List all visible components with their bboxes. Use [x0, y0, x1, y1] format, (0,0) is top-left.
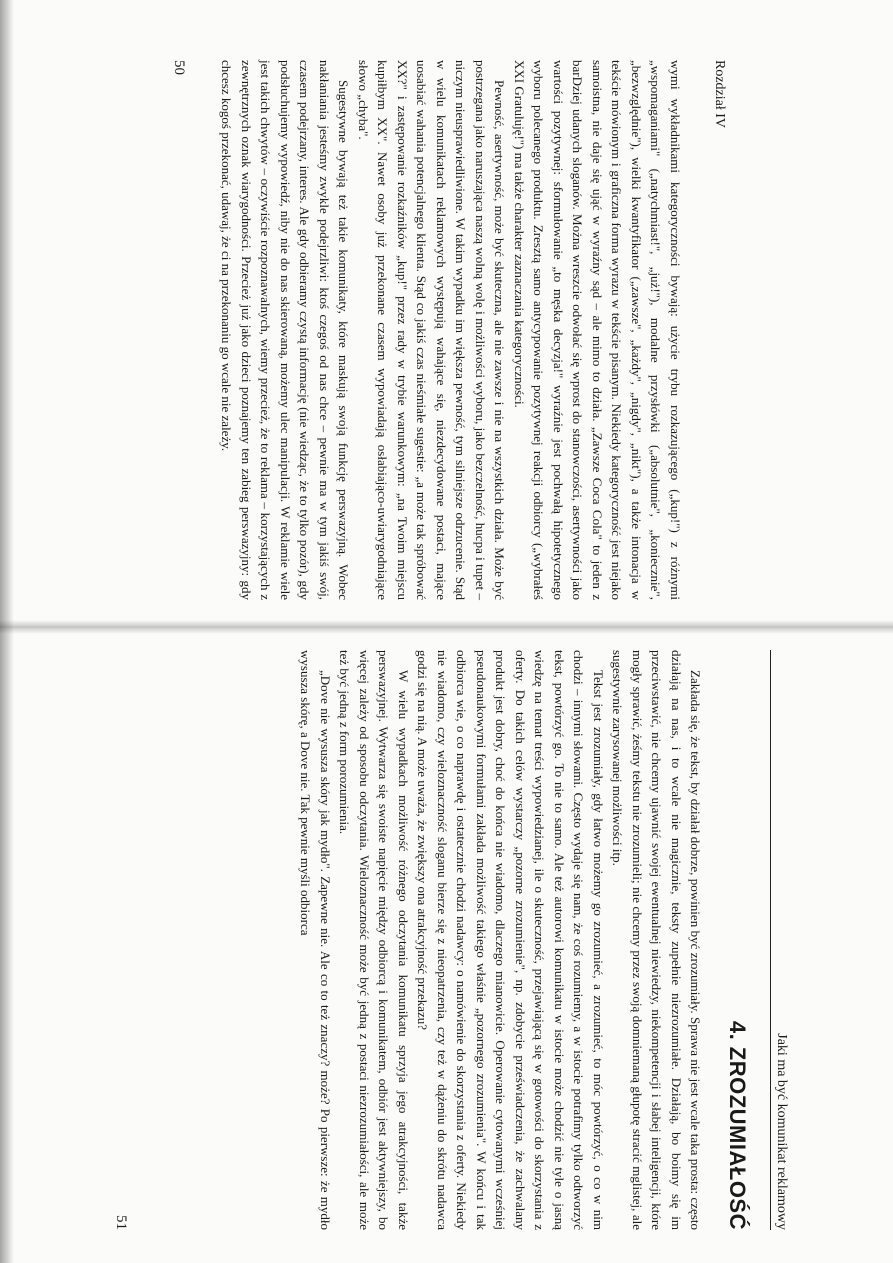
- paragraph: Zakłada się, że tekst, by działał dobrze, powinien być zrozumiały. Sprawa nie jest wcale taka prosta: często działają na nas, i to wcale nie magicznie, teksty zupełnie niezrozumiałe. Działają, bo boimy się im przeciwstawić, nie chcemy ujawnić swojej ewentualnej niewiedzy, niekompetencji i słabej inteligencji, które mogły sprawić, żeśmy tekstu nie zrozumieli; nie chcemy przez swoją domniemaną głupotę stracić mglistej, ale sugestywnie zarysowanej możliwości itp.: [610, 650, 704, 1230]
- left-page: [171, 60, 727, 600]
- paragraph: Pewność, asertywność, może być skuteczna, ale nie zawsze i nie na wszystkich działa. Może być postrzegana jako naruszająca naszą wolną wolę i możliwości wyboru, jako bezczelność, hucpa i tupet – niczym nieusprawiedliwione. W takim wypadku im większa pewność, tym silniejsze odrzucenie. Stąd w wielu komunikatach reklamowych występują wahające się, niezdecydowane postaci, mające uosabiać wahania potencjalnego klienta. Stąd co jakiś czas nieśmiałe sugestie: „a może tak spróbować XX?" i zastępowanie rozkaźników „kup!" przez rady w trybie warunkowym: „na Twoim miejscu kupiłbym XX". Nawet osoby już przekonane czasem wypowiadają osłabiająco-uwiarygodniające słowo „chyba".: [356, 60, 508, 600]
- paragraph: wymi wykładnikami kategoryczności bywają: użycie trybu rozkazującego („kup!") z różnymi „wspomaganiami" („natychmiast!", „już!"), modalne przysłówki („absolutnie", „koniecznie", „bezwzględnie"), wielki kwantyfikator („zawsze", „każdy", „nigdy", „nikt"), a także intonacja w tekście mówionym i graficzna forma wyrazu w tekście pisanym. Niekiedy kategoryczność jest niejako samoistna, nie daje się ująć w wyraźny sąd – ale mimo to działa. „Zawsze Coca Cola" to jeden z barDziej udanych sloganów. Można wreszcie odwołać się wprost do stanowczości, asertywności jako wartości pozytywnej: sformułowanie „to męska decyzja!" wyraźnie jest pochwałą hipotetycznego wyboru polecanego produktu. Zresztą samo antycypowanie pozytywnej reakcji odbiorcy („wybrałeś XXI Gratuluję!") ma także charakter zaznaczania kategoryczności.: [512, 60, 683, 600]
- running-head: Rozdział IV: [712, 60, 727, 129]
- page-number: 51: [113, 1215, 130, 1230]
- paragraph: „Dove nie wysusza skóry jak mydło". Zapewne nie. Ale co to też znaczy? może? Po pierwsze: że mydło wysusza skórę, a Dove nie. Tak pewnie myśli odbiorca: [298, 650, 333, 1230]
- chapter-title: 4. ZROZUMIAŁOŚĆ: [725, 1020, 750, 1230]
- right-page: [113, 650, 789, 1230]
- paragraph: W wielu wypadkach możliwość różnego odczytania komunikatu sprzyja jego atrakcyjności, także perswazyjnej. Wytwarza się swoiste napięcie między odbiorcą i komunikatem, odbiór jest aktywniejszy, bo więcej zależy od sposobu odczytania. Wieloznaczność może być jedną z postaci niezrozumiałości, ale może też być jedną z form porozumienia.: [337, 650, 411, 1230]
- page-number: 50: [171, 60, 188, 75]
- running-head: Jaki ma być komunikat reklamowy: [774, 1033, 789, 1230]
- paragraph: Sugestywne bywają też takie komunikaty, które maskują swoją funkcję perswazyjną. Wobec nakłaniania jesteśmy zwykle podejrzliwi: ktoś czegoś od nas chce – pewnie ma w tym jakiś swój, czasem podejrzany, interes. Ale gdy odbieramy czystą informację (nie wiedząc, że to tylko pozór), gdy podsłuchujemy wypowiedź, niby nie do nas skierowaną, możemy ulec manipulacji. W reklamie wiele jest takich chwytów – oczywiście rozpoznawalnych, wiemy przecież, że to reklama – korzystających z zewnętrznych oznak wiarygodności. Przecież już jako dzieci poznajemy ten zabieg perswazyjny: gdy chcesz kogoś przekonać, udawaj, że ci na przekonaniu go wcale nie zależy.: [219, 60, 352, 600]
- paragraph: Tekst jest zrozumiały, gdy łatwo możemy go zrozumieć, a zrozumieć, to móc powtórzyć, o co w nim chodzi – innymi słowami. Często wydaje się nam, że coś rozumiemy, a w istocie potrafimy tylko odtworzyć tekst, powtórzyć go. To nie to samo. Ale też autorowi komunikatu w istocie może chodzić nie tyle o jasną wiedzę na temat treści wypowiedzianej, ile o skuteczność, przejawiającą się w gotowości do skorzystania z oferty. Do takich celów wystarczy „pozorne zrozumienie", np. zdobycie przeświadczenia, że zachwalany produkt jest dobry, choć do końca nie wiadomo, dlaczego mianowicie. Operowanie cytowanymi wcześniej pseudonaukowymi formułami zakłada możliwość takiego właśnie „pozornego zrozumienia". W końcu i tak odbiorca wie, o co naprawdę i ostatecznie chodzi nadawcy: o namówienie do skorzystania z oferty. Niekiedy nie wiadomo, czy wieloznaczność sloganu bierze się z nieopatrzenia, czy też w dążeniu do skrótu nadawca godzi się na nią. A może uważa, że zwiększy ona atrakcyjność przekazu?: [415, 650, 606, 1230]
- header-rule: [770, 650, 771, 1230]
- book-gutter: [0, 620, 893, 634]
